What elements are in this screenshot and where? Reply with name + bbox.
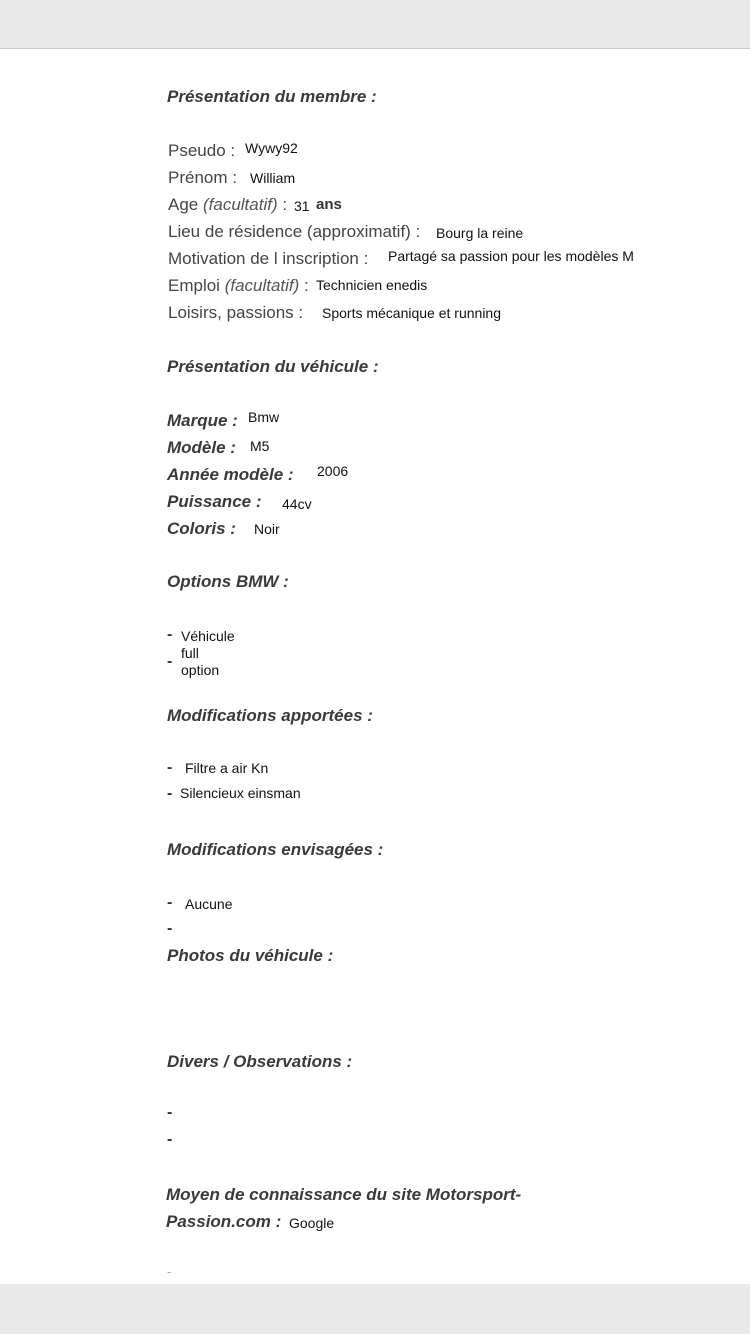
lieu-value: Bourg la reine: [436, 225, 524, 241]
marque-label: Marque :: [167, 411, 238, 430]
emploi-label-main: Emploi: [168, 276, 225, 295]
moyen-section-header-line1: Moyen de connaissance du site Motorsport-: [166, 1185, 522, 1204]
prenom-label: Prénom :: [168, 168, 237, 187]
modele-label: Modèle :: [167, 438, 236, 457]
mods-done-dash-1: -: [167, 759, 173, 776]
coloris-label: Coloris :: [167, 519, 236, 538]
mods-planned-dash-1: -: [167, 894, 173, 911]
motivation-value: Partagé sa passion pour les modèles M: [388, 248, 634, 264]
loisirs-value: Sports mécanique et running: [322, 305, 501, 321]
mods-planned-dash-2: -: [167, 920, 173, 937]
emploi-label-optional: (facultatif): [224, 276, 300, 295]
divers-dash-2: -: [167, 1131, 173, 1148]
mods-done-section-header: Modifications apportées :: [167, 706, 373, 725]
emploi-value: Technicien enedis: [316, 277, 428, 293]
mods-planned-item-1: Aucune: [185, 896, 233, 912]
moyen-dash: -: [167, 1264, 172, 1279]
annee-label: Année modèle :: [167, 465, 294, 484]
emploi-label: [168, 276, 309, 296]
annee-value: 2006: [317, 463, 349, 479]
puissance-label: Puissance :: [167, 492, 262, 511]
mods-planned-section-header: Modifications envisagées :: [167, 840, 384, 859]
age-label-colon: :: [277, 195, 288, 214]
mods-done-item-2: Silencieux einsman: [180, 785, 301, 801]
loisirs-label: Loisirs, passions :: [168, 303, 304, 322]
motivation-label: Motivation de l inscription :: [168, 249, 369, 268]
modele-value: M5: [250, 438, 270, 454]
prenom-value: William: [250, 170, 296, 186]
moyen-value: Google: [289, 1215, 335, 1231]
option-line-2: full: [181, 645, 199, 661]
mods-done-item-1: Filtre a air Kn: [185, 760, 269, 776]
mods-done-dash-2: -: [167, 785, 173, 802]
coloris-value: Noir: [254, 521, 280, 537]
emploi-label-colon: :: [299, 276, 309, 295]
puissance-value: 44cv: [282, 496, 312, 512]
age-label-optional: (facultatif): [202, 195, 278, 214]
photos-section-header: Photos du véhicule :: [167, 946, 334, 965]
lieu-label: Lieu de résidence (approximatif) :: [168, 222, 421, 241]
option-line-1: Véhicule: [181, 628, 235, 644]
pseudo-value: Wywy92: [245, 140, 298, 156]
bottom-toolbar: [0, 1284, 750, 1334]
member-section-header: Présentation du membre :: [167, 87, 377, 106]
top-toolbar: [0, 0, 750, 49]
option-line-3: option: [181, 662, 220, 678]
pseudo-label: Pseudo :: [168, 141, 236, 160]
age-label-main: Age: [168, 195, 203, 214]
moyen-section-header-line2: Passion.com :: [166, 1212, 282, 1231]
options-section-header: Options BMW :: [167, 572, 289, 591]
divers-section-header: Divers / Observations :: [167, 1052, 353, 1071]
divers-dash-1: -: [167, 1104, 173, 1121]
options-dash-1: -: [167, 626, 173, 643]
marque-value: Bmw: [248, 409, 280, 425]
options-dash-2: -: [167, 653, 173, 670]
vehicle-section-header: Présentation du véhicule :: [167, 357, 379, 376]
age-unit: ans: [316, 196, 342, 213]
age-label: [168, 195, 287, 215]
age-value: 31: [294, 198, 310, 214]
